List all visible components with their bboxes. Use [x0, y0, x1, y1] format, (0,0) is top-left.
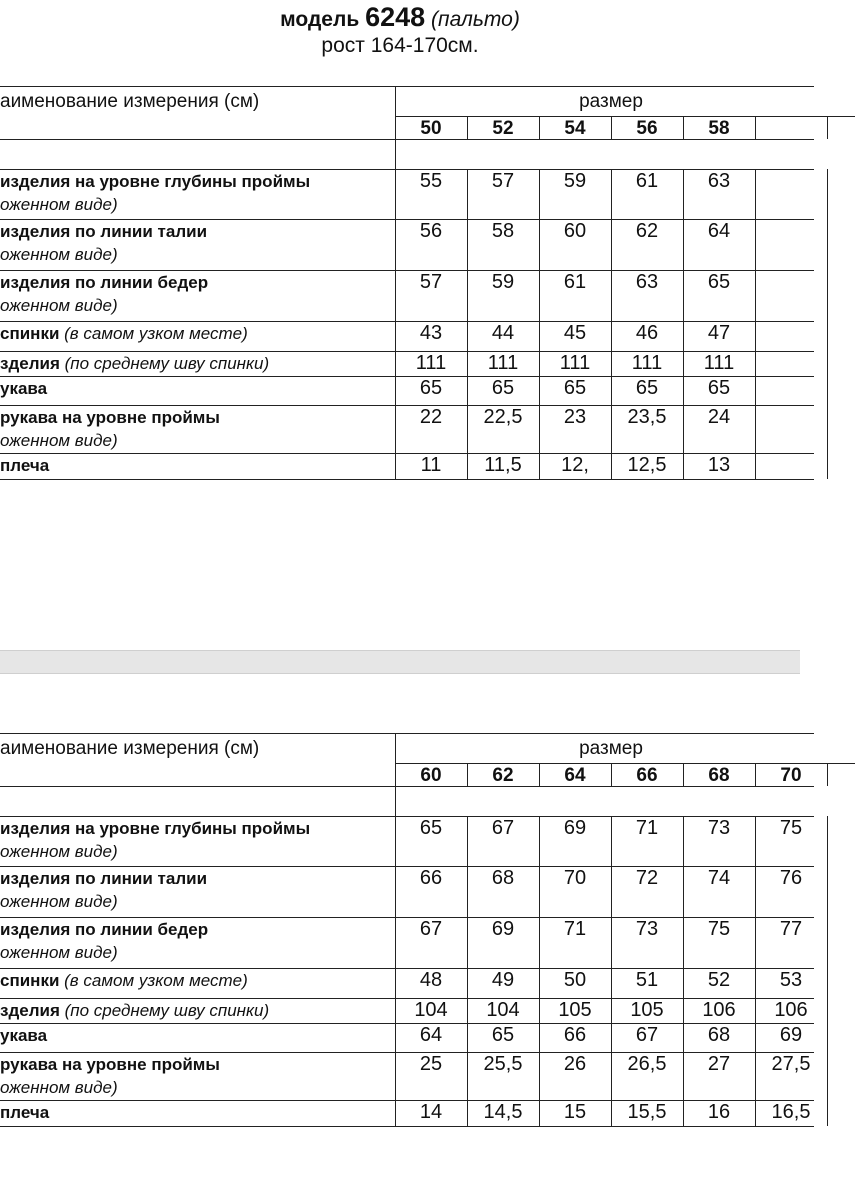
measurement-name — [0, 1055, 220, 1075]
measurement-value: 71 — [635, 817, 659, 839]
measurement-value: 66 — [419, 867, 443, 889]
table-rule-col — [827, 116, 828, 139]
measurement-value: 11,5 — [484, 454, 522, 476]
measurement-value: 70 — [563, 867, 587, 889]
measurement-value: 56 — [419, 220, 443, 242]
measurement-value: 48 — [419, 969, 443, 991]
measurement-value: 67 — [419, 918, 443, 940]
size-number: 68 — [708, 765, 730, 786]
measurement-name — [0, 324, 248, 344]
measurement-value: 67 — [635, 1024, 659, 1046]
measurement-name-bold: изделия на уровне глубины проймы — [0, 172, 311, 191]
measurement-value: 111 — [487, 352, 519, 374]
measurement-value: 65 — [707, 377, 731, 399]
measurement-value: 61 — [563, 271, 587, 293]
measurement-value: 69 — [779, 1024, 803, 1046]
measurement-value: 71 — [563, 918, 587, 940]
measurement-value: 65 — [563, 377, 587, 399]
measurement-name-bold: спинки — [0, 324, 60, 343]
size-header: размер — [579, 738, 643, 759]
measurement-value: 61 — [635, 170, 659, 192]
measurement-value: 73 — [707, 817, 731, 839]
measurement-value: 63 — [635, 271, 659, 293]
measurement-name — [0, 379, 47, 399]
model-number: 6248 — [365, 2, 426, 32]
height-range: рост 164-170см. — [321, 34, 479, 57]
measurement-value: 27 — [707, 1053, 731, 1075]
measurement-value: 64 — [707, 220, 731, 242]
measurement-name-bold: изделия по линии талии — [0, 869, 208, 888]
table-rule — [0, 1126, 814, 1127]
size-number: 54 — [564, 118, 586, 139]
size-number: 56 — [636, 118, 658, 139]
table-rule-col — [827, 763, 828, 786]
measurement-name — [0, 1001, 269, 1021]
measurement-note: (по среднему шву спинки) — [64, 1001, 270, 1020]
table-rule-col — [755, 169, 756, 479]
model-title — [0, 2, 800, 33]
measurement-value: 66 — [563, 1024, 587, 1046]
measurement-value: 12,5 — [627, 454, 667, 476]
measurement-subnote: оженном виде) — [0, 892, 118, 911]
measurement-name-bold: изделия по линии бедер — [0, 920, 209, 939]
measurement-name — [0, 222, 207, 242]
measurement-value: 25 — [419, 1053, 443, 1075]
measurement-subnote: оженном виде) — [0, 431, 118, 450]
measurement-value: 63 — [707, 170, 731, 192]
measurement-value: 13 — [707, 454, 731, 476]
size-number: 64 — [564, 765, 586, 786]
measurement-value: 77 — [779, 918, 803, 940]
measurement-value: 51 — [635, 969, 659, 991]
measurement-value: 15,5 — [627, 1101, 667, 1123]
measurement-value: 65 — [419, 377, 443, 399]
measurement-name-bold: плеча — [0, 1103, 50, 1122]
measurement-value: 11 — [420, 454, 442, 476]
size-number: 50 — [420, 118, 442, 139]
size-table-2 — [0, 730, 811, 1130]
measurement-value: 12, — [561, 454, 589, 476]
size-number: 70 — [780, 765, 802, 786]
size-number: 52 — [492, 118, 514, 139]
measurement-name-bold: рукава на уровне проймы — [0, 1055, 220, 1074]
measurement-value: 104 — [414, 999, 448, 1021]
measurement-value: 14 — [419, 1101, 443, 1123]
measurement-name — [0, 1103, 49, 1123]
measurement-value: 111 — [703, 352, 735, 374]
measurement-name-bold: рукава на уровне проймы — [0, 408, 220, 427]
size-number: 66 — [636, 765, 658, 786]
measurement-value: 25,5 — [483, 1053, 523, 1075]
measurement-subnote: оженном виде) — [0, 1078, 118, 1097]
measurement-value: 67 — [491, 817, 515, 839]
measurement-subnote: оженном виде) — [0, 245, 118, 264]
size-number: 58 — [708, 118, 730, 139]
measurement-value: 26 — [563, 1053, 587, 1075]
measurement-name-bold: зделия — [0, 354, 60, 373]
measurement-subnote: оженном виде) — [0, 296, 118, 315]
size-number: 60 — [420, 765, 442, 786]
measurement-value: 23 — [563, 406, 587, 428]
measurement-value: 75 — [707, 918, 731, 940]
measurement-name-bold: зделия — [0, 1001, 60, 1020]
measurement-value: 69 — [563, 817, 587, 839]
measurement-name-bold: изделия по линии талии — [0, 222, 208, 241]
garment-kind: (пальто) — [431, 8, 520, 31]
measurement-value: 64 — [419, 1024, 443, 1046]
measurement-value: 73 — [635, 918, 659, 940]
measurement-value: 59 — [563, 170, 587, 192]
measurement-note: (по среднему шву спинки) — [64, 354, 270, 373]
measurement-value: 22,5 — [483, 406, 523, 428]
table-rule — [0, 733, 814, 734]
measurement-value: 75 — [779, 817, 803, 839]
measurement-value: 46 — [635, 322, 659, 344]
measurement-name-bold: укава — [0, 379, 48, 398]
measurement-name-bold: укава — [0, 1026, 48, 1045]
measurement-value: 14,5 — [483, 1101, 523, 1123]
measurement-subnote: оженном виде) — [0, 842, 118, 861]
measurement-value: 58 — [491, 220, 515, 242]
measurement-header: аименование измерения (см) — [0, 738, 260, 759]
size-table-1 — [0, 83, 800, 483]
measurement-value: 111 — [415, 352, 447, 374]
measurement-value: 76 — [779, 867, 803, 889]
measurement-value: 23,5 — [627, 406, 667, 428]
measurement-value: 106 — [702, 999, 736, 1021]
measurement-value: 16 — [707, 1101, 731, 1123]
table-rule — [0, 479, 814, 480]
table-rule — [395, 763, 855, 764]
measurement-value: 65 — [419, 817, 443, 839]
measurement-note: (в самом узком месте) — [64, 971, 248, 990]
measurement-name — [0, 273, 208, 293]
measurement-value: 68 — [491, 867, 515, 889]
measurement-value: 111 — [559, 352, 591, 374]
measurement-value: 105 — [630, 999, 664, 1021]
measurement-note: (в самом узком месте) — [64, 324, 248, 343]
measurement-name-bold: плеча — [0, 456, 50, 475]
measurement-value: 24 — [707, 406, 731, 428]
measurement-name — [0, 920, 208, 940]
measurement-value: 52 — [707, 969, 731, 991]
measurement-value: 47 — [707, 322, 731, 344]
measurement-value: 65 — [491, 1024, 515, 1046]
table-rule — [0, 86, 814, 87]
measurement-name — [0, 971, 248, 991]
model-word: модель — [280, 8, 360, 31]
measurement-value: 106 — [774, 999, 808, 1021]
measurement-value: 44 — [491, 322, 515, 344]
measurement-value: 57 — [419, 271, 443, 293]
size-header: размер — [579, 91, 643, 112]
measurement-name-bold: изделия по линии бедер — [0, 273, 209, 292]
table-rule-col — [755, 116, 756, 139]
table-rule-col — [827, 816, 828, 1126]
measurement-value: 45 — [563, 322, 587, 344]
measurement-value: 72 — [635, 867, 659, 889]
measurement-name — [0, 869, 207, 889]
measurement-value: 53 — [779, 969, 803, 991]
measurement-name — [0, 172, 310, 192]
measurement-value: 43 — [419, 322, 443, 344]
measurement-value: 105 — [558, 999, 592, 1021]
measurement-subnote: оженном виде) — [0, 195, 118, 214]
measurement-name — [0, 456, 49, 476]
measurement-value: 22 — [419, 406, 443, 428]
measurement-value: 49 — [491, 969, 515, 991]
measurement-value: 68 — [707, 1024, 731, 1046]
measurement-name-bold: изделия на уровне глубины проймы — [0, 819, 311, 838]
measurement-header: аименование измерения (см) — [0, 91, 260, 112]
measurement-subnote: оженном виде) — [0, 943, 118, 962]
measurement-value: 55 — [419, 170, 443, 192]
measurement-value: 65 — [491, 377, 515, 399]
measurement-value: 26,5 — [627, 1053, 667, 1075]
measurement-value: 65 — [707, 271, 731, 293]
measurement-value: 65 — [635, 377, 659, 399]
size-number: 62 — [492, 765, 514, 786]
measurement-name — [0, 354, 269, 374]
measurement-value: 104 — [486, 999, 520, 1021]
measurement-value: 15 — [563, 1101, 587, 1123]
measurement-value: 50 — [563, 969, 587, 991]
table-rule-col — [827, 169, 828, 479]
section-divider — [0, 650, 800, 674]
measurement-value: 62 — [635, 220, 659, 242]
measurement-value: 57 — [491, 170, 515, 192]
measurement-value: 59 — [491, 271, 515, 293]
measurement-name-bold: спинки — [0, 971, 60, 990]
measurement-value: 69 — [491, 918, 515, 940]
measurement-value: 74 — [707, 867, 731, 889]
measurement-value: 16,5 — [771, 1101, 811, 1123]
measurement-value: 111 — [631, 352, 663, 374]
table-rule — [395, 116, 855, 117]
measurement-name — [0, 1026, 47, 1046]
measurement-value: 27,5 — [771, 1053, 811, 1075]
measurement-name — [0, 819, 310, 839]
measurement-value: 60 — [563, 220, 587, 242]
measurement-name — [0, 408, 220, 428]
